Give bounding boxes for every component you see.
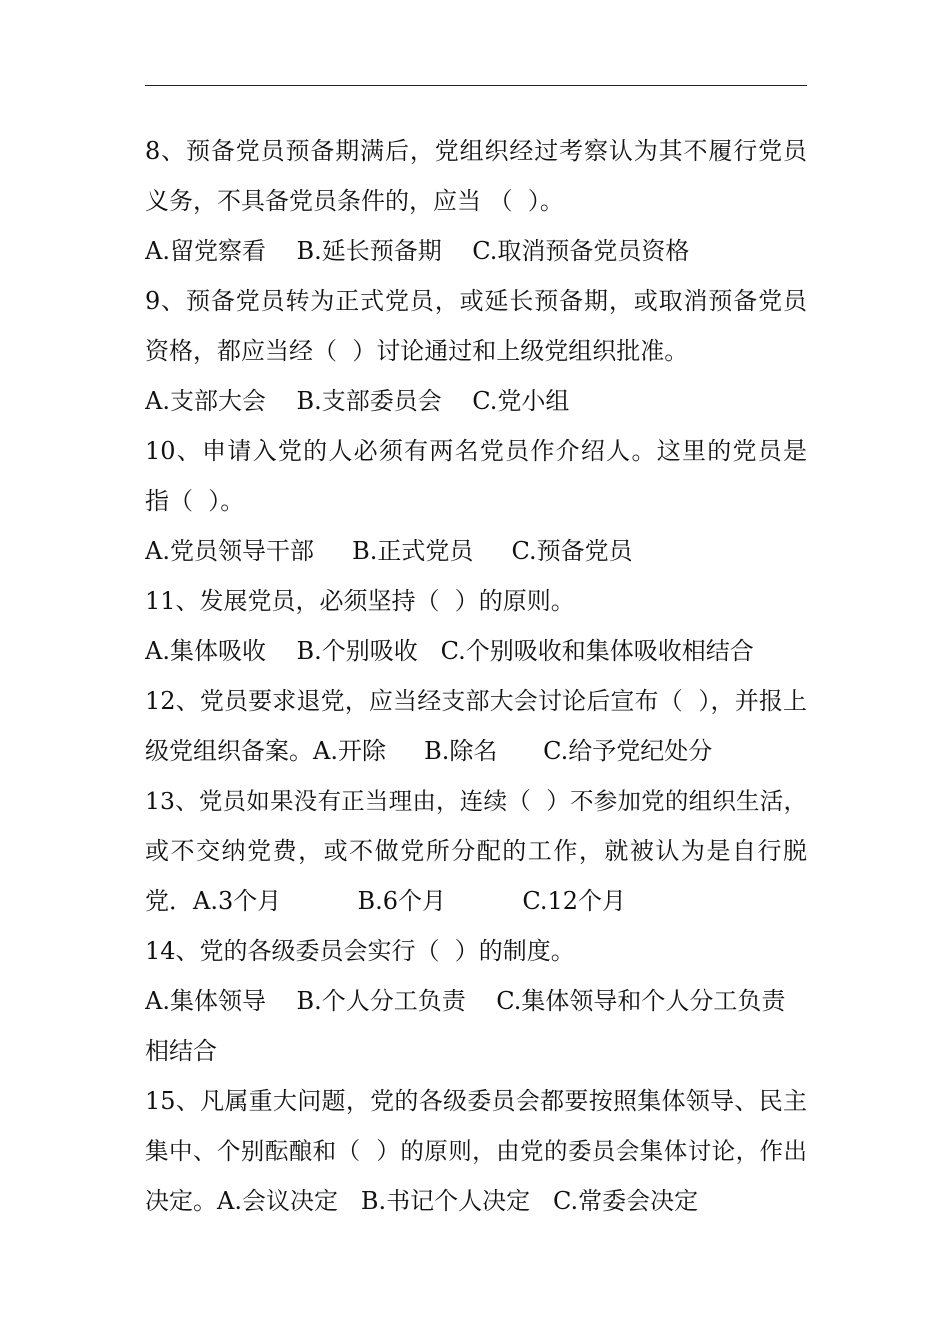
text-line: 相结合 [145, 1037, 217, 1065]
text-line: 10、申请入党的人必须有两名党员作介绍人。这里的党员是 [145, 437, 807, 465]
question-list [145, 126, 807, 1226]
text-line: A.支部大会 B.支部委员会 C.党小组 [145, 387, 570, 415]
text-line: 或不交纳党费，或不做党所分配的工作，就被认为是自行脱 [145, 837, 807, 865]
text-line: 9、预备党员转为正式党员，或延长预备期，或取消预备党员 [145, 287, 807, 315]
text-line: A.集体吸收 B.个别吸收 C.个别吸收和集体吸收相结合 [145, 637, 754, 665]
text-line: 集中、个别酝酿和（ ）的原则，由党的委员会集体讨论，作出 [145, 1137, 807, 1165]
text-line: 指（ ）。 [145, 487, 245, 515]
text-line: 党．A.3个月 B.6个月 C.12个月 [145, 887, 627, 915]
text-line: A.集体领导 B.个人分工负责 C.集体领导和个人分工负责 [145, 987, 786, 1015]
text-line: 12、党员要求退党，应当经支部大会讨论后宣布（ ），并报上 [145, 687, 807, 715]
text-line: 14、党的各级委员会实行（ ）的制度。 [145, 937, 575, 965]
text-line: 义务，不具备党员条件的，应当 （ ）。 [145, 187, 564, 215]
text-line: 11、发展党员，必须坚持（ ）的原则。 [145, 587, 575, 615]
text-line: 13、党员如果没有正当理由，连续（ ）不参加党的组织生活， [145, 787, 807, 815]
text-line: 资格，都应当经（ ）讨论通过和上级党组织批准。 [145, 337, 689, 365]
text-line: A.留党察看 B.延长预备期 C.取消预备党员资格 [145, 237, 690, 265]
text-line: 15、凡属重大问题，党的各级委员会都要按照集体领导、民主 [145, 1087, 807, 1115]
text-line: 8、预备党员预备期满后，党组织经过考察认为其不履行党员 [145, 137, 807, 165]
text-line: A.党员领导干部 B.正式党员 C.预备党员 [145, 537, 633, 565]
text-line: 决定。A.会议决定 B.书记个人决定 C.常委会决定 [145, 1187, 699, 1215]
text-line: 级党组织备案。A.开除 B.除名 C.给予党纪处分 [145, 737, 713, 765]
header-rule [145, 85, 807, 86]
